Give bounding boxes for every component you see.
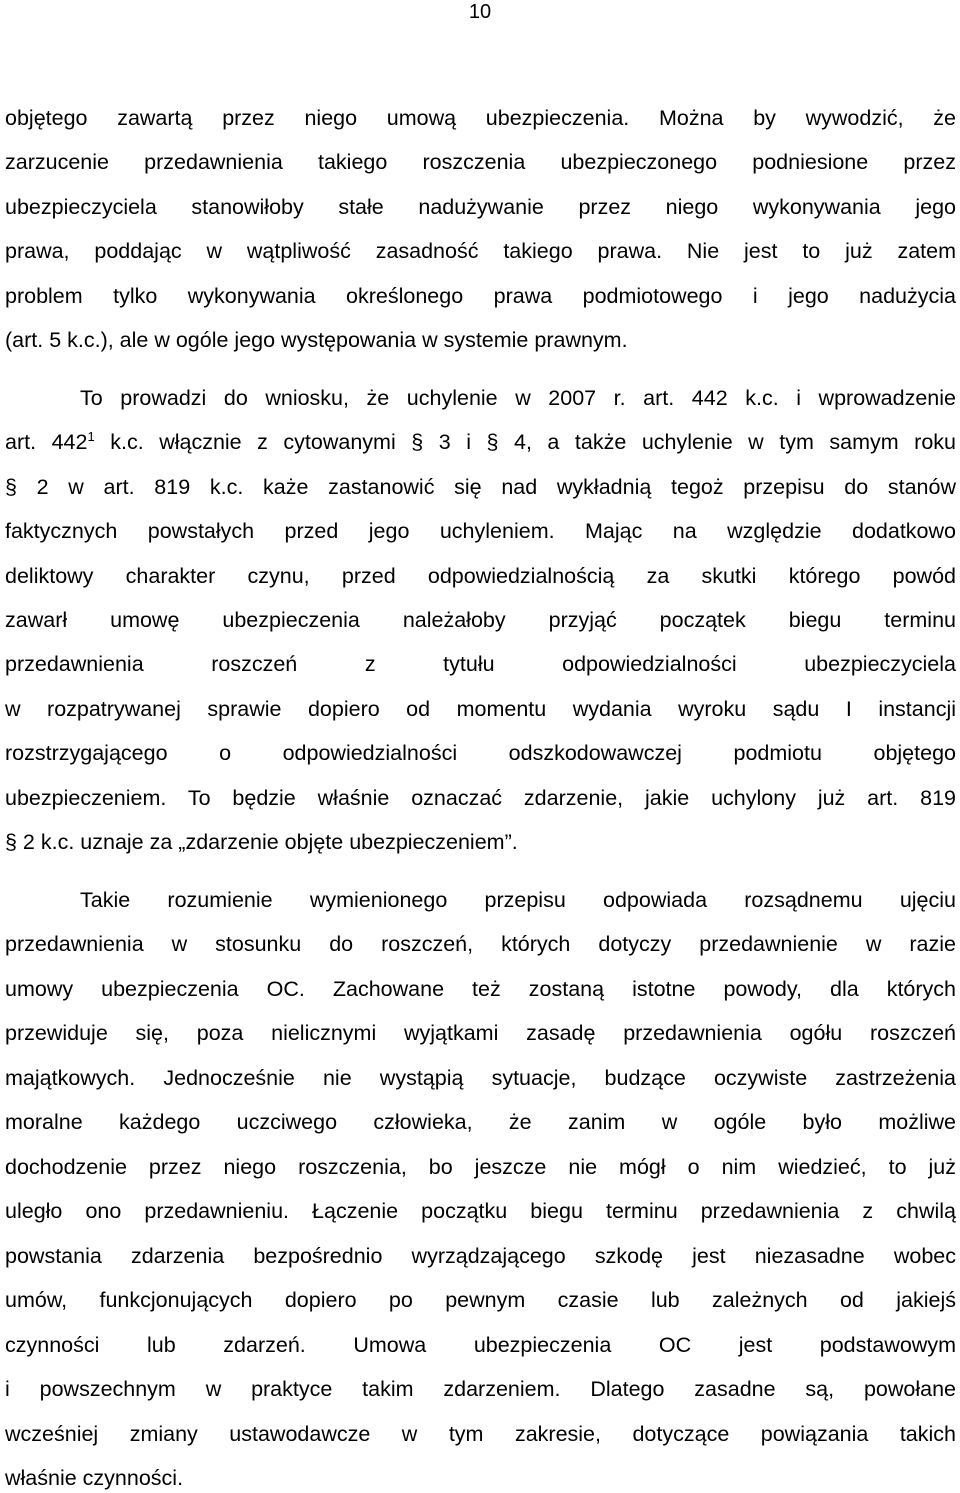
text-line: deliktowy charakter czynu, przed odpowiedzialnością za skutki którego powód <box>5 564 956 588</box>
text-line: faktycznych powstałych przed jego uchyleniem. Mając na względzie dodatkowo <box>5 519 956 543</box>
text-line: uległo ono przedawnieniu. Łączenie początku biegu terminu przedawnienia z chwilą <box>5 1199 956 1223</box>
text-line: rozstrzygającego o odpowiedzialności odszkodowawczej podmiotu objętego <box>5 741 956 765</box>
text-line: § 2 w art. 819 k.c. każe zastanowić się nad wykładnią tegoż przepisu do stanów <box>5 475 956 499</box>
text-line: problem tylko wykonywania określonego prawa podmiotowego i jego nadużycia <box>5 284 956 308</box>
text-line: moralne każdego uczciwego człowieka, że zanim w ogóle było możliwe <box>5 1110 956 1134</box>
text-line: prawa, poddając w wątpliwość zasadność takiego prawa. Nie jest to już zatem <box>5 239 956 263</box>
text-line: w rozpatrywanej sprawie dopiero od momentu wydania wyroku sądu I instancji <box>5 697 956 721</box>
text-line: przedawnienia w stosunku do roszczeń, których dotyczy przedawnienie w razie <box>5 932 956 956</box>
text-line: objętego zawartą przez niego umową ubezpieczenia. Można by wywodzić, że <box>5 106 956 130</box>
text-line: majątkowych. Jednocześnie nie wystąpią sytuacje, budzące oczywiste zastrzeżenia <box>5 1066 956 1090</box>
text-line: zawarł umowę ubezpieczenia należałoby przyjąć początek biegu terminu <box>5 608 956 632</box>
text-line: dochodzenie przez niego roszczenia, bo jeszcze nie mógł o nim wiedzieć, to już <box>5 1155 956 1179</box>
text-line: czynności lub zdarzeń. Umowa ubezpieczenia OC jest podstawowym <box>5 1333 956 1357</box>
text-span: k.c. włącznie z cytowanymi § 3 i § 4, a także uchylenie w tym samym roku <box>94 430 956 454</box>
page-number: 10 <box>468 1 492 23</box>
text-line: wcześniej zmiany ustawodawcze w tym zakresie, dotyczące powiązania takich <box>5 1422 956 1446</box>
text-line: umów, funkcjonujących dopiero po pewnym czasie lub zależnych od jakiejś <box>5 1288 956 1312</box>
text-line: przedawnienia roszczeń z tytułu odpowiedzialności ubezpieczyciela <box>5 652 956 676</box>
text-line: powstania zdarzenia bezpośrednio wyrządzającego szkodę jest niezasadne wobec <box>5 1244 956 1268</box>
text-line: zarzucenie przedawnienia takiego roszczenia ubezpieczonego podniesione przez <box>5 150 956 174</box>
text-line: właśnie czynności. <box>5 1466 184 1490</box>
text-line: ubezpieczeniem. To będzie właśnie oznaczać zdarzenie, jakie uchylony już art. 819 <box>5 786 956 810</box>
article-reference: art. 442 <box>5 430 88 454</box>
text-line: przewiduje się, poza nielicznymi wyjątkami zasadę przedawnienia ogółu roszczeń <box>5 1021 956 1045</box>
text-line: umowy ubezpieczenia OC. Zachowane też zostaną istotne powody, dla których <box>5 977 956 1001</box>
text-line <box>5 427 956 457</box>
text-line: ubezpieczyciela stanowiłoby stałe nadużywanie przez niego wykonywania jego <box>5 195 956 219</box>
text-line: § 2 k.c. uznaje za „zdarzenie objęte ubezpieczeniem”. <box>5 830 518 854</box>
text-line: (art. 5 k.c.), ale w ogóle jego występowania w systemie prawnym. <box>5 328 628 352</box>
text-line: Takie rozumienie wymienionego przepisu odpowiada rozsądnemu ujęciu <box>80 888 956 912</box>
text-line: To prowadzi do wniosku, że uchylenie w 2007 r. art. 442 k.c. i wprowadzenie <box>80 386 956 410</box>
text-line: i powszechnym w praktyce takim zdarzeniem. Dlatego zasadne są, powołane <box>5 1377 956 1401</box>
superscript: 1 <box>87 428 95 444</box>
